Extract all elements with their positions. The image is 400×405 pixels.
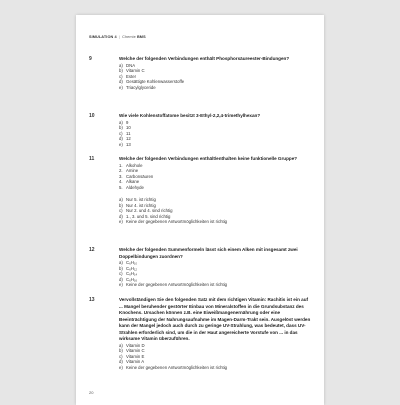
question-text: Welche der folgenden Verbindungen enthält/enthalten keine funktionelle Gruppe?	[119, 156, 298, 161]
question-number: 11	[89, 156, 95, 162]
question-text: Wie viele Kohlenstoffatome besitzt 3-Ethyl-2,2,4-trimethylhexan?	[119, 113, 261, 118]
question-number: 9	[89, 56, 92, 62]
answer-option[interactable]: e) Keine der gegebenen Antwortmöglichkeiten ist richtig	[119, 219, 228, 224]
question-text: Vervollständigen Sie den folgenden Satz mit dem richtigen Vitamin: Rachitis ist ein auf ... Mangel beruhender gestörter Einbau von Mineralstoffen in die Grundsubstanz des Knochens. Ursachen können z.B. eine Eiweißmangenernährung oder eine Beeinträchtigung der Nahrungsaufnahme im Magen-Darm-Trakt sein. Ausgelöst werden kann der Mangel jedoch auch durch zu geringe UV-Strahlung, was bedeutet, dass UV-Strahlen erforderlich sind, um die in der Haut angereicherte Vorstufe von ... in das wirksame Vitamin überzuführen.	[119, 297, 311, 341]
answer-options	[119, 260, 311, 288]
statement-item: 3. Carbonsäuren	[119, 173, 154, 179]
question-text: Welche der folgenden Verbindungen enthält Phosphorsäureester-Bindungen?	[119, 56, 290, 61]
answer-options	[119, 63, 311, 91]
statement-item: 4. Alkane	[119, 179, 140, 184]
header-separator: |	[118, 35, 120, 39]
answer-option[interactable]: c) Vitamin E	[119, 353, 145, 359]
answer-option[interactable]: b) Nur 4. ist richtig	[119, 202, 156, 208]
statement-item: 1. Alkohole	[119, 162, 143, 168]
answer-options	[119, 343, 311, 371]
answer-option[interactable]: c) Nur 2. und 4. sind richtig	[119, 208, 173, 213]
answer-option[interactable]: b) Vitamin C	[119, 68, 145, 73]
answer-option[interactable]: c) Ester	[119, 73, 137, 79]
answer-option[interactable]: b) Vitamin C	[119, 348, 145, 353]
answer-option[interactable]: a) Vitamin D	[119, 342, 145, 348]
running-header	[89, 35, 146, 39]
answer-option[interactable]: b) C₆H₁₂	[119, 265, 138, 271]
answer-option[interactable]: d) C₆H₁₆	[119, 276, 138, 282]
question-text: Welche der folgenden Summenformeln lässt sich einem Alken mit insgesamt zwei Doppelbindungen zuordnen?	[119, 247, 298, 259]
answer-option[interactable]: e) Keine der gegebenen Antwortmöglichkeiten ist richtig	[119, 364, 228, 370]
answer-option[interactable]: e) Triacylglyceride	[119, 84, 156, 90]
answer-option[interactable]: a) C₆H₁₀	[119, 260, 138, 265]
answer-option[interactable]: a) 9	[119, 119, 129, 125]
answer-option[interactable]: d) 1., 3. und 5. sind richtig	[119, 213, 171, 219]
answer-option[interactable]: c) C₆H₁₄	[119, 271, 138, 276]
document-page	[76, 15, 324, 405]
answer-option[interactable]: d) 12	[119, 136, 131, 141]
answer-option[interactable]: d) Vitamin A	[119, 359, 145, 364]
header-course: BMS	[136, 35, 146, 39]
answer-option[interactable]: c) 11	[119, 130, 131, 136]
question-number: 10	[89, 113, 95, 119]
answer-option[interactable]: e) 13	[119, 141, 131, 147]
header-subject: Chemie	[122, 35, 136, 39]
answer-option[interactable]: b) 10	[119, 125, 131, 130]
statement-item: 2. Amine	[119, 168, 139, 173]
answer-option[interactable]: a) DNA	[119, 62, 136, 68]
answer-option[interactable]: a) Nur 5. ist richtig	[119, 197, 156, 202]
header-section: SIMULATION 4	[89, 35, 117, 39]
question-number: 13	[89, 297, 95, 303]
question-number: 12	[89, 247, 95, 253]
answer-options	[119, 197, 311, 225]
answer-option[interactable]: d) Gesättigte Kohlenwasserstoffe	[119, 79, 185, 84]
page-number: 20	[89, 390, 94, 395]
statement-item: 5. Aldehyde	[119, 184, 144, 190]
answer-options	[119, 120, 311, 148]
statement-list	[119, 163, 311, 191]
answer-option[interactable]: e) Keine der gegebenen Antwortmöglichkeiten ist richtig	[119, 282, 228, 287]
